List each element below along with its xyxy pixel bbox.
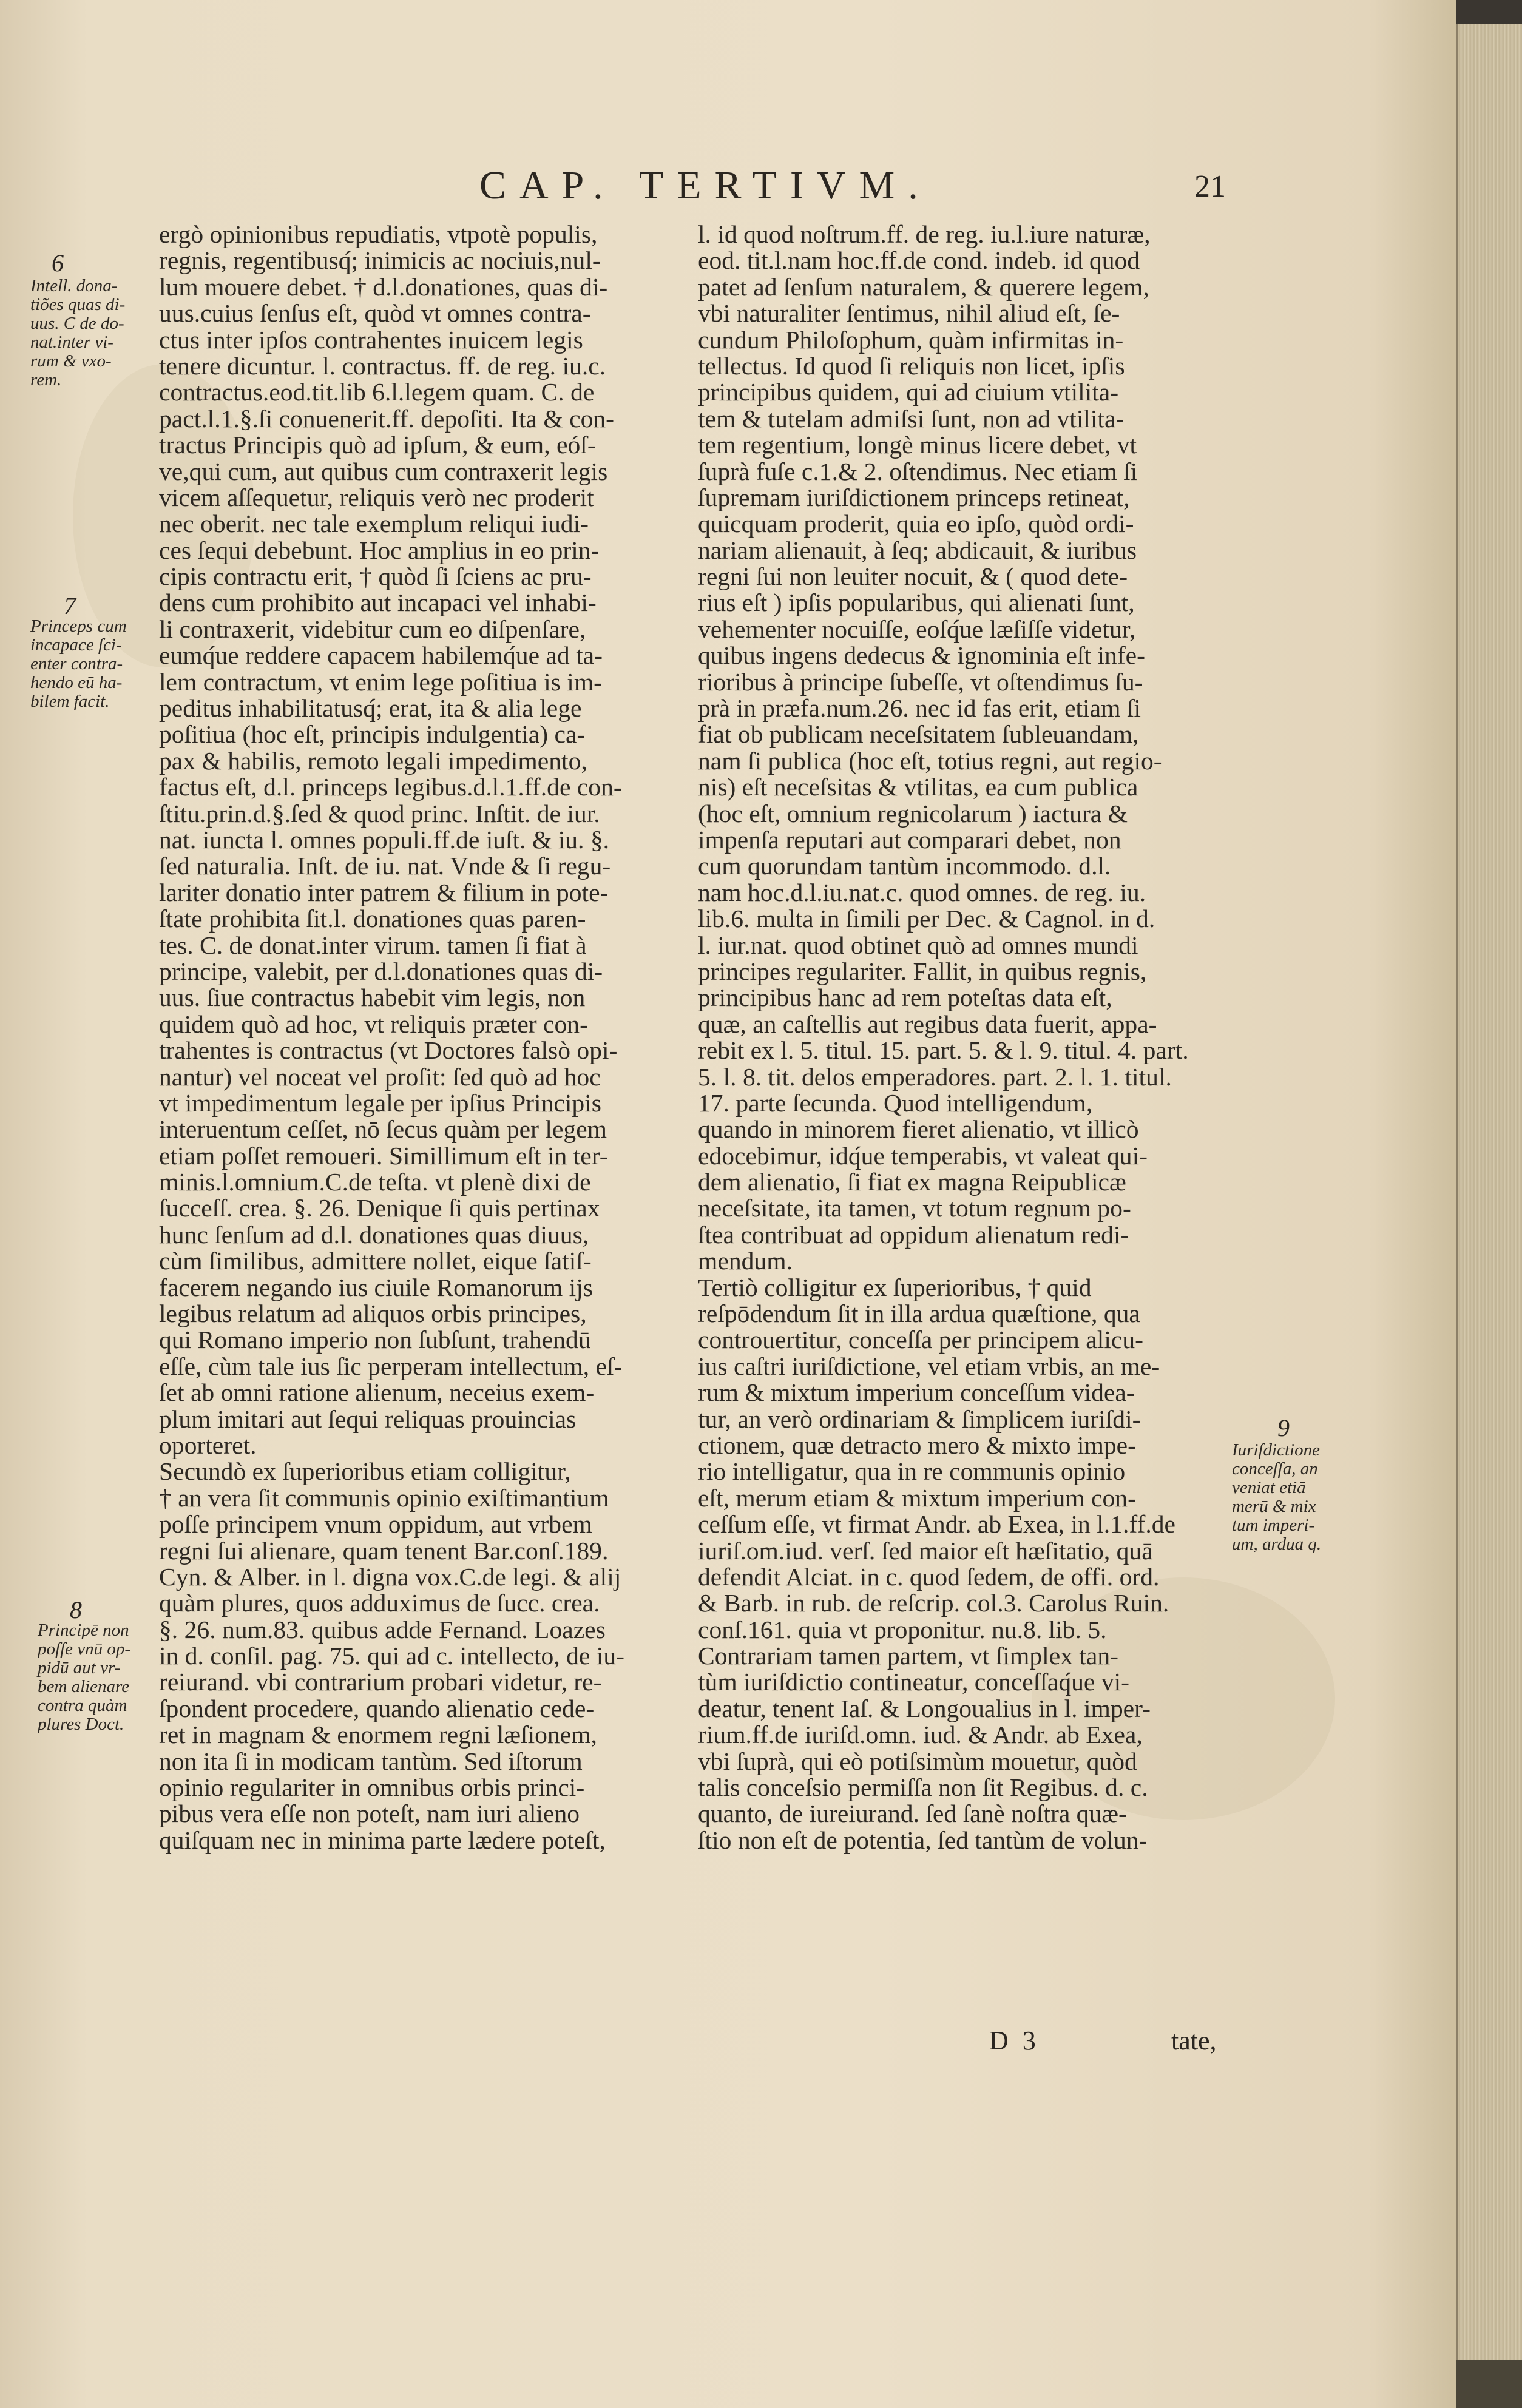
text-line: eod. tit.l.nam hoc.ff.de cond. indeb. id quod <box>698 246 1140 275</box>
text-line: hunc ſenſum ad d.l. donationes quas diuus, <box>159 1220 589 1249</box>
margin-note-number: 7 <box>64 592 76 619</box>
text-line: ceſſum eſſe, vt firmat Andr. ab Exea, in l.1.ff.de <box>698 1510 1175 1539</box>
signature-mark: D 3 <box>989 2026 1040 2056</box>
text-line: rioribus à principe ſubeſſe, vt oſtendimus ſu- <box>698 667 1143 696</box>
text-line: quanto, de iureiurand. ſed ſanè noſtra quæ- <box>698 1799 1127 1828</box>
margin-note-number: 9 <box>1277 1414 1290 1442</box>
text-line: principibus hanc ad rem poteſtas data eſt, <box>698 983 1112 1012</box>
text-line: veniat etiā <box>1232 1478 1306 1497</box>
text-line: contra quàm <box>38 1696 127 1715</box>
text-line: Principē non <box>38 1621 129 1640</box>
text-line: nantur) vel noceat vel proſit: ſed quò ad hoc <box>159 1062 601 1091</box>
text-line: eumq́ue reddere capacem habilemq́ue ad ta- <box>159 641 603 670</box>
text-line: hendo eū ha- <box>30 673 123 692</box>
text-line: principibus quidem, qui ad ciuium vtilita- <box>698 378 1119 406</box>
text-line: regni ſui non leuiter nocuit, & ( quod dete- <box>698 562 1128 591</box>
text-line: Cyn. & Alber. in l. digna vox.C.de legi. & alij <box>159 1562 621 1591</box>
text-line: pibus vera eſſe non poteſt, nam iuri alieno <box>159 1799 580 1828</box>
text-line: tem & tutelam admiſsi ſunt, non ad vtilita- <box>698 404 1125 433</box>
text-line: §. 26. num.83. quibus adde Fernand. Loazes <box>159 1615 606 1644</box>
text-line: mendum. <box>698 1247 793 1275</box>
text-line: vehementer nocuiſſe, eoſq́ue læſiſſe videtur, <box>698 615 1136 643</box>
text-line: tes. C. de donat.inter virum. tamen ſi fiat à <box>159 931 587 959</box>
text-line: peditus inhabilitatusq́; erat, ita & alia lege <box>159 694 582 723</box>
page-header <box>479 163 1226 211</box>
text-line: iuriſ.om.iud. verſ. ſed maior eſt hæſitatio, quā <box>698 1536 1153 1565</box>
text-line: ſupremam iuriſdictionem princeps retineat, <box>698 483 1130 511</box>
text-line: legibus relatum ad aliquos orbis principes, <box>159 1300 587 1328</box>
text-line: opinio regulariter in omnibus orbis princi- <box>159 1773 585 1802</box>
text-line: principes regulariter. Fallit, in quibus regnis, <box>698 957 1147 985</box>
text-line: nat. iuncta l. omnes populi.ff.de iuſt. & iu. §. <box>159 825 610 854</box>
text-line: rio intelligatur, qua in re communis opinio <box>698 1457 1126 1486</box>
text-line: tellectus. Id quod ſi reliquis non licet, ipſis <box>698 351 1125 380</box>
text-line: regnis, regentibusq́; inimicis ac nociuis,nul- <box>159 246 601 275</box>
text-line: quibus ingens dedecus & ignominia eſt infe- <box>698 641 1145 670</box>
text-line: dem alienatio, ſi fiat ex magna Reipublicæ <box>698 1168 1126 1196</box>
text-line: minis.l.omnium.C.de teſta. vt plenè dixi de <box>159 1168 591 1196</box>
running-title: CAP. TERTIVM. <box>479 163 932 207</box>
text-line: controuertitur, conceſſa per principem alicu- <box>698 1326 1143 1354</box>
text-line: edocebimur, idq́ue temperabis, vt valeat qui- <box>698 1141 1148 1170</box>
page-edges-bottom <box>1456 2360 1522 2408</box>
text-line: qui Romano imperio non ſubſunt, trahendū <box>159 1326 591 1354</box>
text-line: tem regentium, longè minus licere debet, vt <box>698 431 1137 459</box>
text-line: pidū aut vr- <box>38 1658 121 1678</box>
text-line: defendit Alciat. in c. quod ſedem, de offi. ord. <box>698 1562 1160 1591</box>
text-line: impenſa reputari aut comparari debet, non <box>698 825 1121 854</box>
text-line: plures Doct. <box>38 1715 124 1734</box>
text-line: vt impedimentum legale per ipſius Principis <box>159 1088 601 1117</box>
text-line: lum mouere debet. † d.l.donationes, quas di- <box>159 272 608 301</box>
text-line: rem. <box>30 370 62 390</box>
text-line: ſtea contribuat ad oppidum alienatum redi- <box>698 1220 1129 1249</box>
text-line: li contraxerit, videbitur cum eo diſpenſare, <box>159 615 586 643</box>
text-line: dens cum prohibito aut incapaci vel inhabi- <box>159 589 597 617</box>
text-line: ſet ab omni ratione alienum, neceius exem- <box>159 1378 595 1407</box>
text-line: cipis contractu erit, † quòd ſi ſciens ac pru- <box>159 562 592 591</box>
text-line: poſſe principem vnum oppidum, aut vrbem <box>159 1510 592 1539</box>
text-line: principe, valebit, per d.l.donationes quas di- <box>159 957 603 985</box>
text-line: lariter donatio inter patrem & filium in pote- <box>159 878 609 906</box>
text-line: vbi naturaliter ſentimus, nihil aliud eſt, ſe- <box>698 299 1120 328</box>
text-line: eſt, merum etiam & mixtum imperium con- <box>698 1483 1136 1512</box>
text-line: ſtate prohibita ſit.l. donationes quas paren- <box>159 905 586 933</box>
text-line: factus eſt, d.l. princeps legibus.d.l.1.ff.de con- <box>159 773 622 801</box>
text-line: vbi ſuprà, qui eò potiſsimùm mouetur, quòd <box>698 1747 1137 1775</box>
margin-note <box>30 277 125 390</box>
text-line: merū & mix <box>1232 1497 1316 1516</box>
text-line: lib.6. multa in ſimili per Dec. & Cagnol. in d. <box>698 905 1155 933</box>
text-line: tùm iuriſdictio contineatur, conceſſaq́ue vi- <box>698 1668 1129 1696</box>
text-line: poſſe vnū op- <box>38 1639 131 1659</box>
text-line: quicquam proderit, quia eo ipſo, quòd ordi- <box>698 510 1134 538</box>
text-line: deatur, tenent Iaſ. & Longoualius in l. imper- <box>698 1694 1151 1722</box>
text-line: um, ardua q. <box>1232 1534 1322 1554</box>
catchword: tate, <box>1171 2026 1217 2056</box>
text-line: lem contractum, vt enim lege poſitiua is im- <box>159 667 603 696</box>
text-line: Contrariam tamen partem, vt ſimplex tan- <box>698 1642 1119 1670</box>
text-line: l. id quod noſtrum.ff. de reg. iu.l.iure naturæ, <box>698 220 1151 248</box>
text-line: quiſquam nec in minima parte lædere poteſt, <box>159 1826 606 1854</box>
text-line: nam ſi publica (hoc eſt, totius regni, aut regio- <box>698 746 1162 775</box>
text-line: nec oberit. nec tale exemplum reliqui iudi- <box>159 510 589 538</box>
text-line: fiat ob publicam neceſsitatem ſubleuandam, <box>698 720 1139 749</box>
text-line: ret in magnam & enormem regni læſionem, <box>159 1721 597 1749</box>
text-line: rius eſt ) ipſis popularibus, qui alienati ſunt, <box>698 589 1135 617</box>
text-line: etiam poſſet remoueri. Simillimum eſt in ter- <box>159 1141 608 1170</box>
text-line: plum imitari aut ſequi reliquas prouincias <box>159 1405 577 1433</box>
text-line: tur, an verò ordinariam & ſimplicem iuriſdi- <box>698 1405 1141 1433</box>
text-line: ctionem, quæ detracto mero & mixto impe- <box>698 1431 1136 1459</box>
text-line: bem alienare <box>38 1677 130 1696</box>
text-line: uus. C de do- <box>30 314 124 333</box>
text-line: quàm plures, quos adduximus de ſucc. crea. <box>159 1589 600 1617</box>
text-line: ctus inter ipſos contrahentes inuicem legis <box>159 325 583 354</box>
text-line: nariam alienauit, à ſeq; abdicauit, & iuribus <box>698 536 1137 564</box>
text-line: & Barb. in rub. de reſcrip. col.3. Carolus Ruin. <box>698 1589 1169 1617</box>
text-line: l. iur.nat. quod obtinet quò ad omnes mundi <box>698 931 1138 959</box>
text-line: rium.ff.de iuriſd.omn. iud. & Andr. ab Exea, <box>698 1721 1143 1749</box>
margin-note <box>30 617 127 711</box>
text-line: interuentum ceſſet, nō ſecus quàm per legem <box>159 1115 607 1144</box>
text-line: talis conceſsio permiſſa non ſit Regibus. d. c. <box>698 1773 1148 1802</box>
text-line: Secundò ex ſuperioribus etiam colligitur, <box>159 1457 571 1486</box>
text-line: rum & vxo- <box>30 351 112 371</box>
text-line: uus.cuius ſenſus eſt, quòd vt omnes contra- <box>159 299 591 328</box>
text-line: Iuriſdictione <box>1232 1440 1320 1460</box>
text-line: rum & mixtum imperium conceſſum videa- <box>698 1378 1135 1407</box>
text-line: prà in præfa.num.26. nec id fas erit, etiam ſi <box>698 694 1141 723</box>
text-line: facerem negando ius ciuile Romanorum ijs <box>159 1273 593 1301</box>
text-line: bilem facit. <box>30 692 110 711</box>
text-line: (hoc eſt, omnium regnicolarum ) iactura & <box>698 799 1128 828</box>
text-line: rebit ex l. 5. titul. 15. part. 5. & l. 9. titul. 4. part. <box>698 1036 1189 1065</box>
margin-note-number: 8 <box>70 1596 82 1624</box>
text-line: enter contra- <box>30 654 123 673</box>
text-line: tractus Principis quò ad ipſum, & eum, eóſ- <box>159 431 596 459</box>
text-line: conceſſa, an <box>1232 1459 1318 1479</box>
text-line: ſuprà fuſe c.1.& 2. oſtendimus. Nec etiam ſi <box>698 457 1138 485</box>
text-line: ergò opinionibus repudiatis, vtpotè populis, <box>159 220 598 248</box>
text-line: reiurand. vbi contrarium probari videtur, re- <box>159 1668 602 1696</box>
text-line: ſtio non eſt de potentia, ſed tantùm de volun- <box>698 1826 1148 1854</box>
text-line: ſucceſſ. crea. §. 26. Denique ſi quis pertinax <box>159 1194 600 1223</box>
right-column-text <box>698 221 1232 1853</box>
left-column-text <box>159 221 675 1853</box>
text-line: vicem aſſequetur, reliquis verò nec proderit <box>159 483 594 511</box>
text-line: cundum Philoſophum, quàm infirmitas in- <box>698 325 1124 354</box>
text-line: neceſsitate, ita tamen, vt totum regnum po- <box>698 1194 1131 1223</box>
text-line: nis) eſt neceſsitas & vtilitas, ea cum publica <box>698 773 1138 801</box>
margin-note-number: 6 <box>52 249 64 277</box>
text-line: nat.inter vi- <box>30 332 113 352</box>
folio-number: 21 <box>1194 169 1226 204</box>
text-line: cùm ſimilibus, admittere nollet, eique ſatiſ- <box>159 1247 592 1275</box>
margin-note <box>1232 1441 1321 1554</box>
text-line: quando in minorem fieret alienatio, vt illicò <box>698 1115 1139 1144</box>
text-line: contractus.eod.tit.lib 6.l.legem quam. C. de <box>159 378 595 406</box>
text-line: uus. ſiue contractus habebit vim legis, non <box>159 983 586 1012</box>
text-line: nam hoc.d.l.iu.nat.c. quod omnes. de reg. iu. <box>698 878 1146 906</box>
text-line: cum quorundam tantùm incommodo. d.l. <box>698 852 1111 880</box>
text-line: trahentes is contractus (vt Doctores falsò opi- <box>159 1036 618 1065</box>
text-line: tum imperi- <box>1232 1516 1315 1535</box>
text-line: in d. conſil. pag. 75. qui ad c. intellecto, de iu- <box>159 1642 624 1670</box>
text-line: pax & habilis, remoto legali impedimento, <box>159 746 587 775</box>
text-line: poſitiua (hoc eſt, principis indulgentia) ca- <box>159 720 586 749</box>
text-line: † an vera ſit communis opinio exiſtimantium <box>159 1483 609 1512</box>
text-line: ſtitu.prin.d.§.ſed & quod princ. Inſtit. de iur. <box>159 799 600 828</box>
text-line: Princeps cum <box>30 616 127 636</box>
text-line: regni ſui alienare, quam tenent Bar.conſ.189. <box>159 1536 609 1565</box>
text-line: tenere dicuntur. l. contractus. ff. de reg. iu.c. <box>159 351 606 380</box>
text-line: quæ, an caſtellis aut regibus data fuerit, appa- <box>698 1010 1157 1038</box>
text-line: 17. parte ſecunda. Quod intelligendum, <box>698 1088 1093 1117</box>
text-line: reſpōdendum ſit in illa ardua quæſtione, qua <box>698 1300 1140 1328</box>
margin-note <box>38 1621 130 1734</box>
text-line: conſ.161. quia vt proponitur. nu.8. lib. 5. <box>698 1615 1107 1644</box>
text-line: pact.l.1.§.ſi conuenerit.ff. depoſiti. Ita & con- <box>159 404 615 433</box>
text-line: 5. l. 8. tit. delos emperadores. part. 2. l. 1. titul. <box>698 1062 1172 1091</box>
text-line: ius caſtri iuriſdictione, vel etiam vrbis, an me- <box>698 1352 1160 1380</box>
text-line: oporteret. <box>159 1431 257 1459</box>
text-line: Intell. dona- <box>30 276 118 295</box>
page-edges <box>1456 0 1522 2408</box>
text-line: non ita ſi in modicam tantùm. Sed iſtorum <box>159 1747 583 1775</box>
text-line: ſpondent procedere, quando alienatio cede- <box>159 1694 595 1722</box>
text-line: ces ſequi debebunt. Hoc amplius in eo prin- <box>159 536 600 564</box>
page-edges-top <box>1456 0 1522 24</box>
text-line: quidem quò ad hoc, vt reliquis præter con- <box>159 1010 588 1038</box>
text-line: tiões quas di- <box>30 295 126 314</box>
text-line: ſed naturalia. Inſt. de iu. nat. Vnde & ſi regu- <box>159 852 611 880</box>
text-line: patet ad ſenſum naturalem, & querere legem, <box>698 272 1149 301</box>
text-line: incapace ſci- <box>30 635 122 655</box>
text-line: eſſe, cùm tale ius ſic perperam intellectum, eſ- <box>159 1352 623 1380</box>
text-line: ve,qui cum, aut quibus cum contraxerit legis <box>159 457 608 485</box>
text-line: Tertiò colligitur ex ſuperioribus, † quid <box>698 1273 1092 1301</box>
